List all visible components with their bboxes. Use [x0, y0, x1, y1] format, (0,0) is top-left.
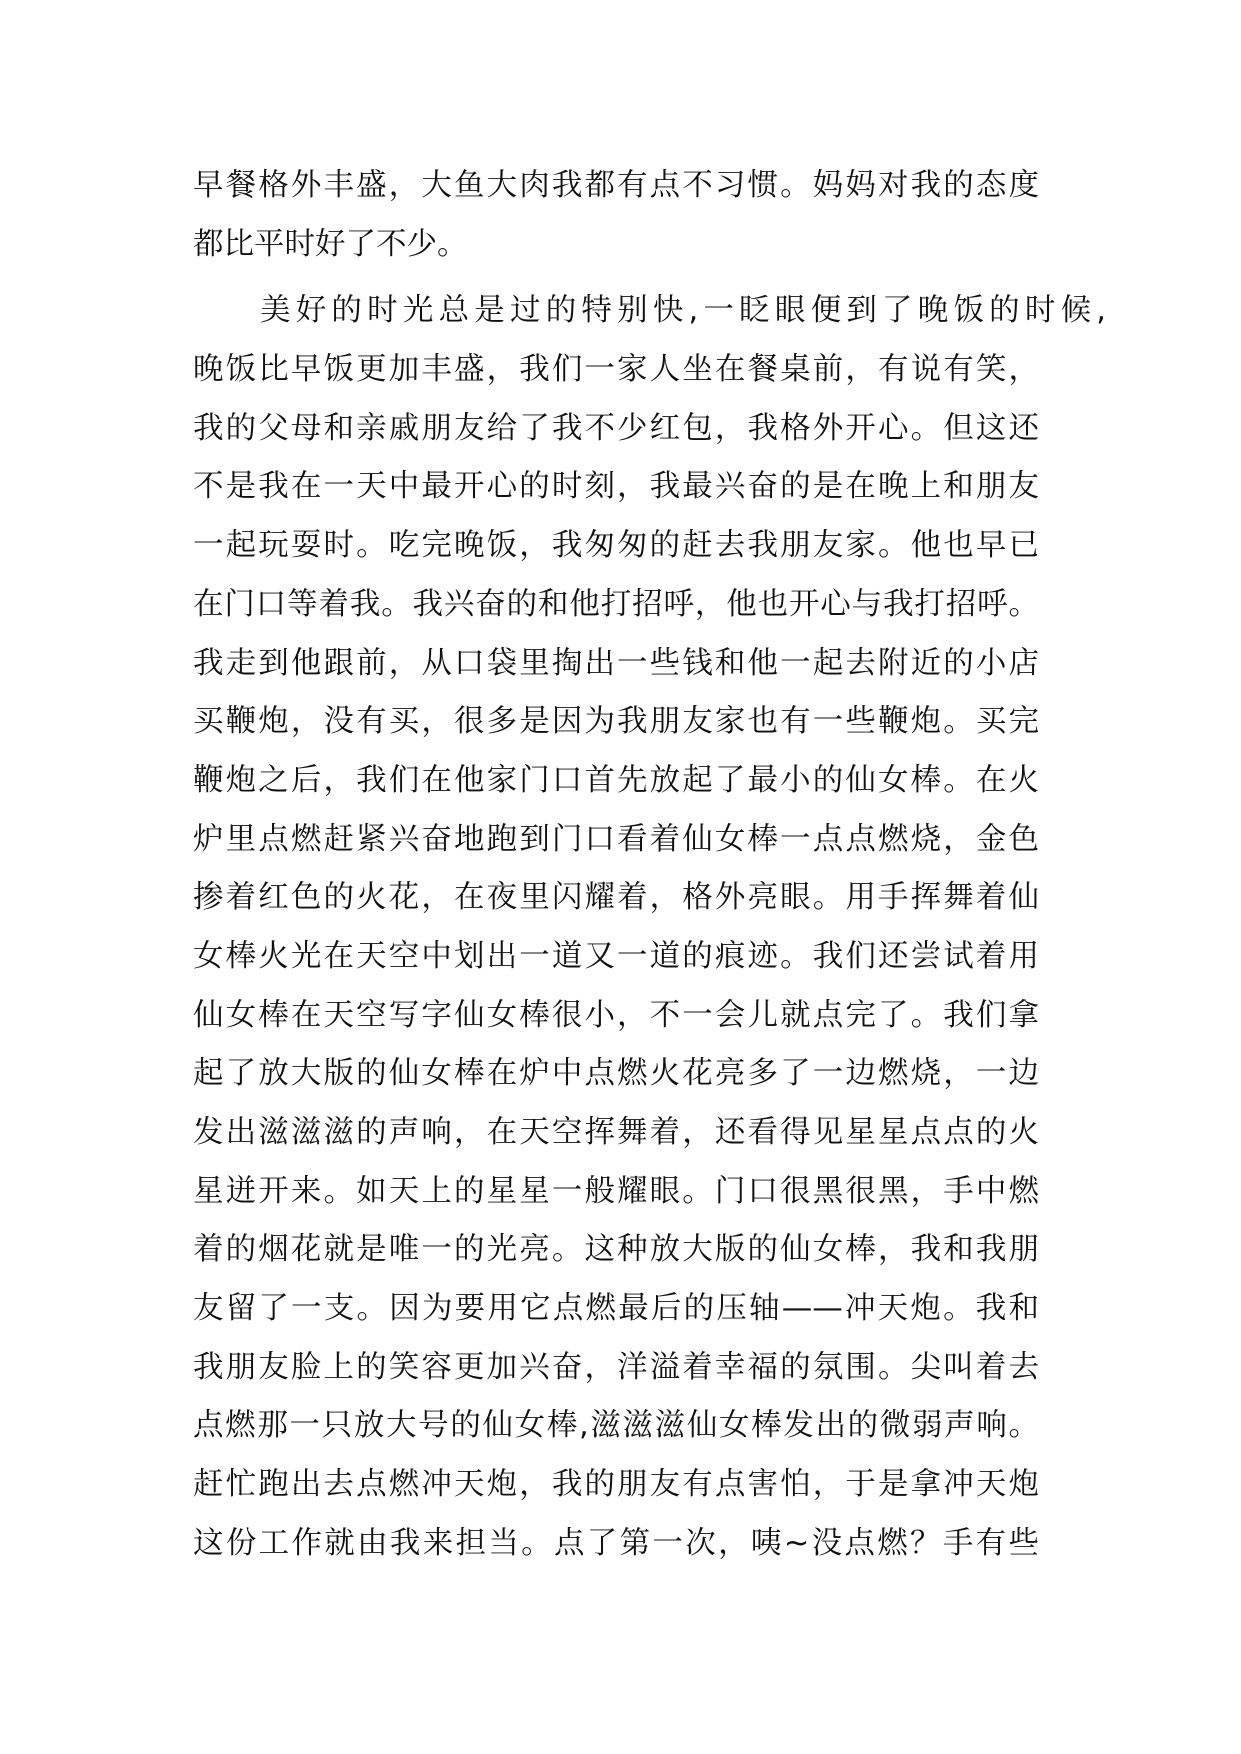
- text-line: 这份工作就由我来担当。点了第一次，咦~没点燃？手有些: [193, 1525, 1039, 1561]
- text-line: 一起玩耍时。吃完晚饭，我匆匆的赶去我朋友家。他也早已: [193, 528, 1039, 564]
- text-line: 早餐格外丰盛，大鱼大肉我都有点不习惯。妈妈对我的态度: [193, 168, 1039, 203]
- text-line: 友留了一支。因为要用它点燃最后的压轴——冲天炮。我和: [193, 1291, 1039, 1327]
- text-line: 赶忙跑出去点燃冲天炮，我的朋友有点害怕，于是拿冲天炮: [193, 1467, 1039, 1503]
- text-line: 起了放大版的仙女棒在炉中点燃火花亮多了一边燃烧，一边: [193, 1056, 1039, 1092]
- text-line: 发出滋滋滋的声响，在天空挥舞着，还看得见星星点点的火: [193, 1115, 1039, 1150]
- text-line: 鞭炮之后，我们在他家门口首先放起了最小的仙女棒。在火: [193, 762, 1039, 798]
- text-line: 掺着红色的火花，在夜里闪耀着，格外亮眼。用手挥舞着仙: [193, 880, 1039, 916]
- text-line: 星迸开来。如天上的星星一般耀眼。门口很黑很黑，手中燃: [193, 1173, 1039, 1209]
- text-line: 我朋友脸上的笑容更加兴奋，洋溢着幸福的氛围。尖叫着去: [193, 1349, 1039, 1385]
- text-line: 晚饭比早饭更加丰盛，我们一家人坐在餐桌前，有说有笑，: [193, 352, 1039, 388]
- text-line: 美好的时光总是过的特别快,一眨眼便到了晚饭的时候,: [260, 293, 1106, 329]
- body-text: [193, 157, 1106, 1574]
- text-line: 我走到他跟前，从口袋里掏出一些钱和他一起去附近的小店: [193, 645, 1039, 681]
- text-line: 女棒火光在天空中划出一道又一道的痕迹。我们还尝试着用: [193, 938, 1039, 974]
- text-line: 都比平时好了不少。: [193, 226, 468, 262]
- text-line: 在门口等着我。我兴奋的和他打招呼，他也开心与我打招呼。: [193, 586, 1039, 622]
- text-line: 着的烟花就是唯一的光亮。这种放大版的仙女棒，我和我朋: [193, 1232, 1039, 1268]
- text-line: 我的父母和亲戚朋友给了我不少红包，我格外开心。但这还: [193, 410, 1039, 446]
- text-line: 仙女棒在天空写字仙女棒很小，不一会儿就点完了。我们拿: [193, 997, 1039, 1033]
- text-line: 炉里点燃赶紧兴奋地跑到门口看着仙女棒一点点燃烧，金色: [193, 821, 1039, 857]
- text-line: 不是我在一天中最开心的时刻，我最兴奋的是在晚上和朋友: [193, 469, 1039, 505]
- text-line: 买鞭炮，没有买，很多是因为我朋友家也有一些鞭炮。买完: [193, 704, 1039, 740]
- text-line: 点燃那一只放大号的仙女棒,滋滋滋仙女棒发出的微弱声响。: [193, 1408, 1039, 1444]
